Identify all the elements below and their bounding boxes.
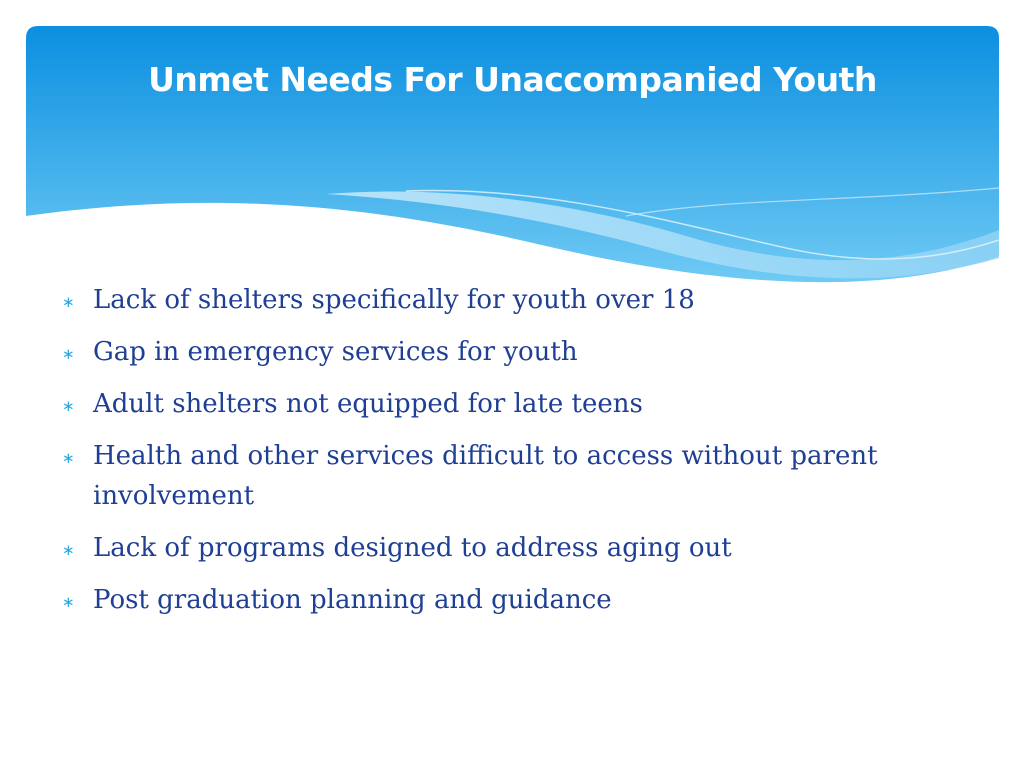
list-item: [62, 332, 962, 372]
slide-title: Unmet Needs For Unaccompanied Youth: [148, 60, 877, 99]
bullet-text: Health and other services difficult to access without parent involvement: [93, 441, 878, 511]
bullet-text: Lack of programs designed to address aging out: [93, 533, 732, 563]
bullet-asterisk-icon: ∗: [62, 541, 75, 559]
bullet-text: Adult shelters not equipped for late teens: [93, 389, 643, 419]
bullet-asterisk-icon: ∗: [62, 593, 75, 611]
bullet-text: Gap in emergency services for youth: [93, 337, 578, 367]
bullet-asterisk-icon: ∗: [62, 397, 75, 415]
list-item: [62, 436, 962, 516]
list-item: [62, 280, 962, 320]
bullet-list: [62, 280, 962, 632]
bullet-text: Lack of shelters specifically for youth over 18: [93, 285, 695, 315]
bullet-asterisk-icon: ∗: [62, 449, 75, 467]
list-item: [62, 528, 962, 568]
list-item: [62, 384, 962, 424]
bullet-asterisk-icon: ∗: [62, 293, 75, 311]
bullet-text: Post graduation planning and guidance: [93, 585, 612, 615]
list-item: [62, 580, 962, 620]
bullet-asterisk-icon: ∗: [62, 345, 75, 363]
